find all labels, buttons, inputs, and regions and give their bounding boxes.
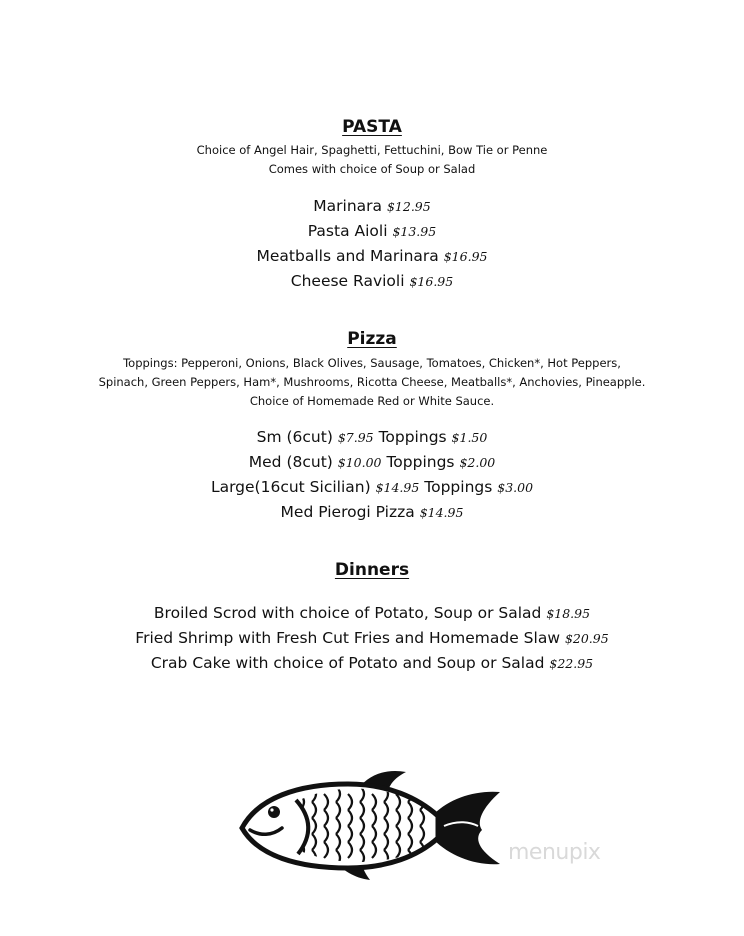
pizza-description-line: Toppings: Pepperoni, Onions, Black Olives, Sausage, Tomatoes, Chicken*, Hot Peppers,: [123, 356, 621, 370]
menu-item: [0, 450, 744, 475]
item-price: $13.95: [392, 224, 437, 239]
item-price: $16.95: [443, 249, 488, 264]
pizza-description-line: Spinach, Green Peppers, Ham*, Mushrooms, Ricotta Cheese, Meatballs*, Anchovies, Pineapple.: [98, 375, 646, 389]
item-name: Cheese Ravioli: [290, 272, 405, 290]
item-name: Sm (6cut): [256, 428, 333, 446]
pizza-description: [0, 354, 744, 411]
menu-item: [0, 601, 744, 626]
toppings-label: Toppings: [424, 478, 493, 496]
pizza-section: [0, 328, 744, 525]
pizza-description-line: Choice of Homemade Red or White Sauce.: [249, 394, 495, 408]
item-name: Meatballs and Marinara: [256, 247, 439, 265]
pizza-items: [0, 425, 744, 525]
item-name: Med Pierogi Pizza: [280, 503, 415, 521]
dinners-section: [0, 559, 744, 676]
item-name: Crab Cake with choice of Potato and Soup or Salad: [150, 654, 545, 672]
dinners-heading: Dinners: [334, 560, 410, 580]
item-name: Marinara: [313, 197, 383, 215]
item-price: $20.95: [564, 631, 609, 646]
menu-item: [0, 500, 744, 525]
item-name: Broiled Scrod with choice of Potato, Soup or Salad: [153, 604, 542, 622]
toppings-label: Toppings: [386, 453, 455, 471]
item-price: $22.95: [549, 656, 594, 671]
item-price: $14.95: [375, 480, 420, 495]
item-name: Med (8cut): [248, 453, 333, 471]
menu-item: [0, 475, 744, 500]
pasta-section: [0, 116, 744, 294]
toppings-price: $2.00: [459, 455, 496, 470]
pasta-items: [0, 194, 744, 294]
watermark: menupix: [508, 840, 601, 865]
item-price: $12.95: [386, 199, 431, 214]
item-price: $10.00: [337, 455, 382, 470]
menu-item: [0, 269, 744, 294]
fish-icon: [238, 764, 502, 882]
toppings-label: Toppings: [378, 428, 447, 446]
item-price: $14.95: [419, 505, 464, 520]
toppings-price: $1.50: [451, 430, 488, 445]
menu-item: [0, 244, 744, 269]
item-name: Large(16cut Sicilian): [210, 478, 371, 496]
menu-item: [0, 219, 744, 244]
item-name: Pasta Aioli: [307, 222, 388, 240]
menu-item: [0, 194, 744, 219]
pasta-description-line: Choice of Angel Hair, Spaghetti, Fettuchini, Bow Tie or Penne: [196, 143, 548, 157]
menu-item: [0, 626, 744, 651]
toppings-price: $3.00: [497, 480, 534, 495]
pasta-description: [0, 141, 744, 179]
item-name: Fried Shrimp with Fresh Cut Fries and Homemade Slaw: [135, 629, 561, 647]
pasta-description-line: Comes with choice of Soup or Salad: [268, 162, 476, 176]
dinners-items: [0, 601, 744, 676]
item-price: $7.95: [337, 430, 374, 445]
menu-item: [0, 425, 744, 450]
item-price: $16.95: [409, 274, 454, 289]
pizza-heading: Pizza: [347, 329, 397, 349]
pasta-heading: PASTA: [342, 117, 402, 137]
menu-item: [0, 651, 744, 676]
item-price: $18.95: [546, 606, 591, 621]
